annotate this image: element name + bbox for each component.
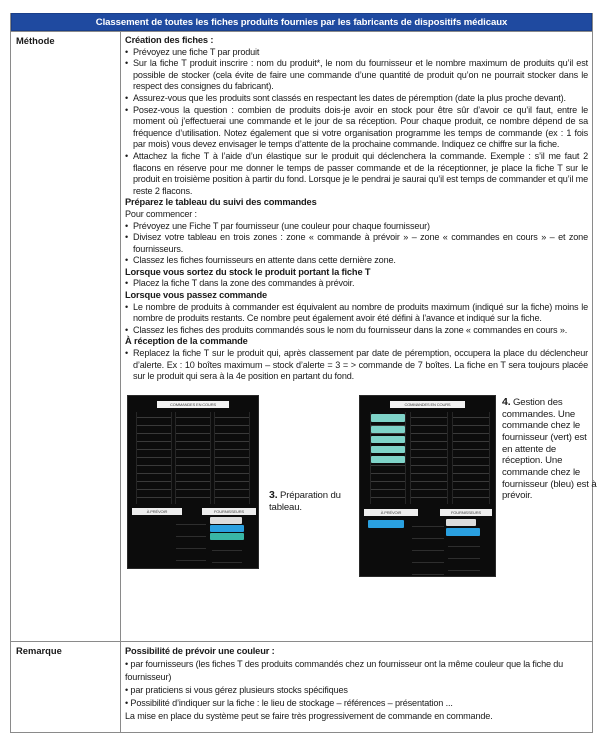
list-item: • Classez les fiches fournisseurs en attente dans cette dernière zone.	[125, 255, 588, 267]
list-item: • Classez les fiches des produits commandés sous le nom du fournisseur dans la zone « commandes en cours ».	[125, 325, 588, 337]
list-item: • Assurez-vous que les produits sont classés en respectant les dates de péremption (date la plus proche devant).	[125, 93, 588, 105]
section-title-creation: Création des fiches :	[125, 35, 214, 45]
methode-row	[11, 31, 597, 641]
list-item: • Divisez votre tableau en trois zones : zone « commande à prévoir » – zone « commandes en cours » – et zone fournisseurs.	[125, 232, 588, 255]
table-title: Classement de toutes les fiches produits fournies par les fabricants de dispositifs médicaux	[11, 13, 592, 31]
figure-caption-text: Gestion des commandes. Une commande chez le fournisseur (vert) est en attente de réception. Une commande chez le fournisseur (bleu) est à prévoir.	[502, 396, 597, 502]
method-table	[10, 13, 597, 733]
board-photo-preparation	[127, 395, 259, 569]
figure-caption-4	[502, 397, 598, 502]
remarque-footer: La mise en place du système peut se faire très progressivement de commande en commande.	[125, 710, 493, 721]
remarque-label: Remarque	[11, 642, 121, 732]
remarque-title: Possibilité de prévoir une couleur :	[125, 646, 275, 656]
list-item: • par praticiens si vous gérez plusieurs stocks spécifiques	[125, 684, 348, 695]
figure-caption-3	[269, 490, 349, 513]
list-item: • Le nombre de produits à commander est équivalent au nombre de produits maximum (indiqué sur la fiche) moins le nombre de produits restants. Ce nombre peut également avoir été défini à l’avance et indiqué sur la fiche.	[125, 302, 588, 325]
board-label: FOURNISSEURS	[440, 509, 492, 516]
remarque-content	[121, 642, 592, 732]
list-item: • par fournisseurs (les fiches T des produits commandés chez un fournisseur ont la même couleur que la fiche du fournisseur)	[125, 658, 564, 682]
list-item: • Attachez la fiche T à l’aide d’un élastique sur le produit qui déclenchera la commande. Exemple : s’il me faut 2 flacons en réserve pour me donner le temps de passer commande et de la réceptionner, je place la fiche T sur le produit en troisième position à partir du fond. Lorsque je le pendrai je saurai qu’il est temps de commander et qu’il me reste 2 flacons.	[125, 151, 588, 197]
section-title-tableau: Préparez le tableau du suivi des commandes	[125, 197, 317, 208]
board-photo-gestion	[359, 395, 496, 577]
list-item: • Prévoyez une Fiche T par fournisseur (une couleur pour chaque fournisseur)	[125, 221, 588, 233]
figure-number: 4.	[502, 395, 511, 408]
list-item: • Possibilité d’indiquer sur la fiche : le lieu de stockage – références – présentation ...	[125, 697, 453, 708]
list-item: • Prévoyez une fiche T par produit	[125, 47, 588, 59]
board-label: COMMANDES EN COURS	[157, 401, 230, 408]
list-item: • Replacez la fiche T sur le produit qui, après classement par date de péremption, occupera la place du déclencheur d’alerte. Ex : 10 boîtes maximum – stock d’alerte = 3 = > commande de 7 boîtes. La fiche en T sera toujours placée sur le produit qui sera à la 4e position en partant du fond.	[125, 348, 588, 383]
list-item: • Placez la fiche T dans la zone des commandes à prévoir.	[125, 278, 588, 290]
figure-number: 3.	[269, 488, 278, 501]
board-label: COMMANDES EN COURS	[390, 401, 466, 408]
board-label: À PRÉVOIR	[364, 509, 418, 516]
section-intro: Pour commencer :	[125, 208, 197, 219]
section-title-reception: À réception de la commande	[125, 336, 248, 347]
board-label: À PRÉVOIR	[132, 508, 182, 515]
list-item: • Sur la fiche T produit inscrire : nom du produit*, le nom du fournisseur et le nombre maximum de produits qu’il est possible de stocker (cela évite de faire une commande d’une quantité de produit qu’on ne pourrait stocker dans le respect des consignes du fabricant).	[125, 58, 588, 93]
section-title-passer-commande: Lorsque vous passez commande	[125, 290, 268, 301]
figures-area	[125, 389, 597, 579]
section-title-sortie-stock: Lorsque vous sortez du stock le produit portant la fiche T	[125, 266, 371, 277]
figure-caption-text: Préparation du tableau.	[269, 489, 341, 513]
methode-label: Méthode	[11, 32, 121, 641]
methode-content	[121, 32, 597, 641]
remarque-row	[11, 641, 592, 732]
board-label: FOURNISSEURS	[202, 508, 256, 515]
list-item: • Posez-vous la question : combien de produits dois-je avoir en stock pour être sûr d’avoir ce qu’il faut, entre le moment où j’effectuerai une commande et le jour de sa réception. Pour chaque produit, ce nombre dépend de sa fréquence d’utilisation. Notez également que si votre organisation programme les temps de commande (ex : 1 fois par mois) vous devez envisager le temps d’attente de la prochaine commande. Indiquez ce chiffre sur la fiche.	[125, 105, 588, 151]
